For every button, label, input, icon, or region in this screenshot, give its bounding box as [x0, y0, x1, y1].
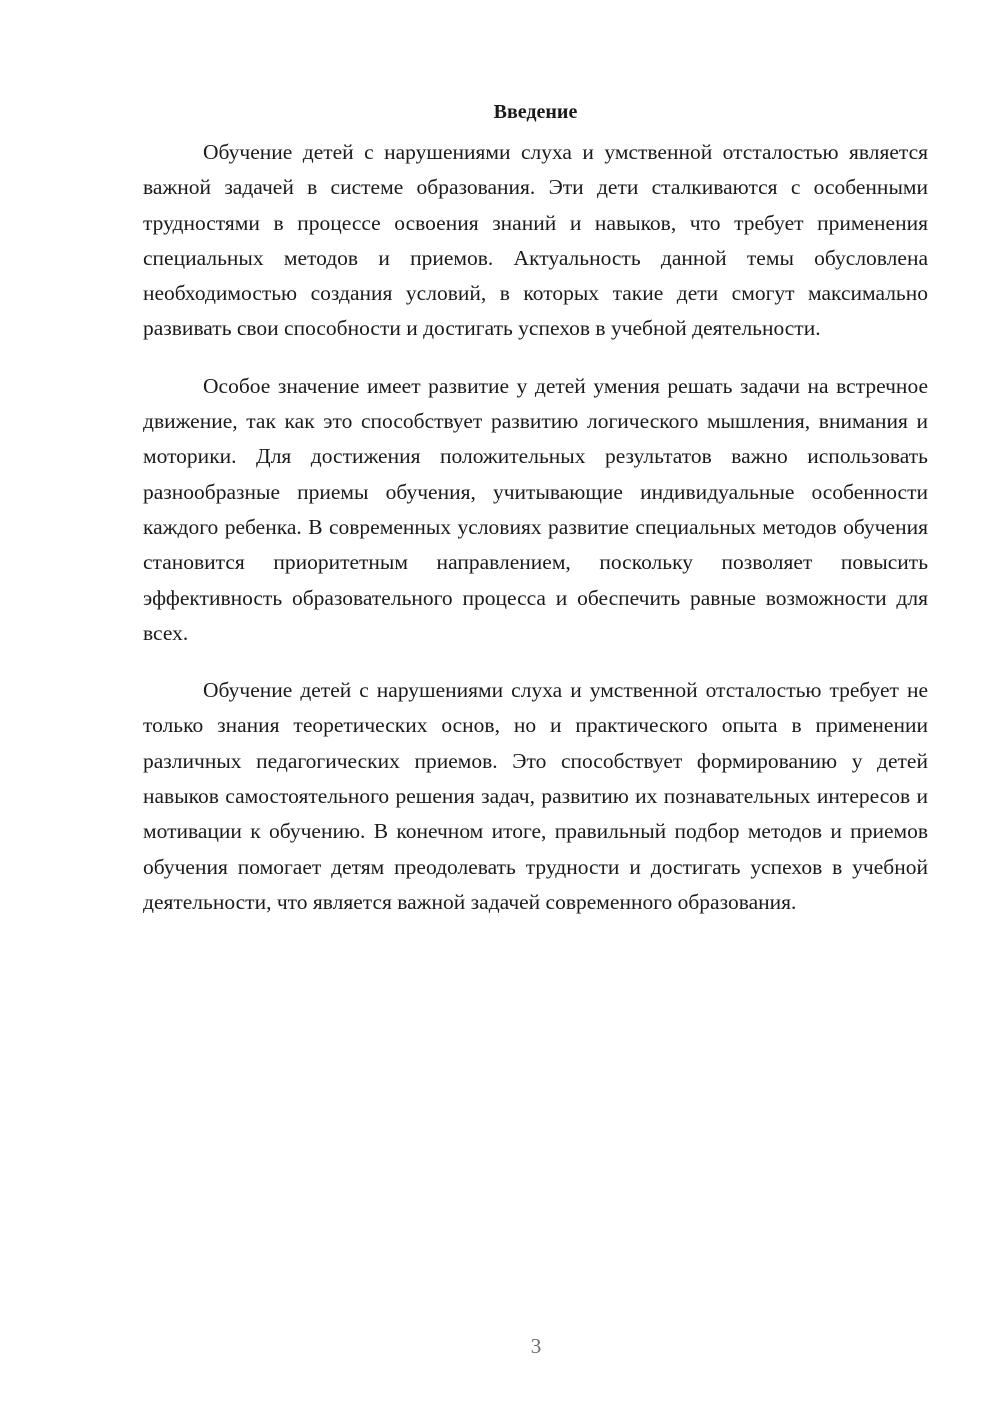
page-number: 3	[530, 1334, 542, 1358]
paragraph-2: Особое значение имеет развитие у детей умения решать задачи на встречное движение, так как это способствует развитию логического мышления, внимания и моторики. Для достижения положительных результатов важно использовать разнообразные приемы обучения, учитывающие индивидуальные особенности каждого ребенка. В современных условиях развитие специальных методов обучения становится приоритетным направлением, поскольку позволяет повысить эффективность образовательного процесса и обеспечить равные возможности для всех.	[143, 373, 928, 645]
section-title: Введение	[493, 101, 578, 123]
page-content	[143, 97, 928, 942]
paragraph-1: Обучение детей с нарушениями слуха и умственной отсталостью является важной задачей в системе образования. Эти дети сталкиваются с особенными трудностями в процессе освоения знаний и навыков, что требует применения специальных методов и приемов. Актуальность данной темы обусловлена необходимостью создания условий, в которых такие дети смогут максимально развивать свои способности и достигать успехов в учебной деятельности.	[143, 140, 928, 341]
paragraph-3: Обучение детей с нарушениями слуха и умственной отсталостью требует не только знания теоретических основ, но и практического опыта в применении различных педагогических приемов. Это способствует формированию у детей навыков самостоятельного решения задач, развитию их познавательных интересов и мотивации к обучению. В конечном итоге, правильный подбор методов и приемов обучения помогает детям преодолевать трудности и достигать успехов в учебной деятельности, что является важной задачей современного образования.	[143, 678, 928, 914]
